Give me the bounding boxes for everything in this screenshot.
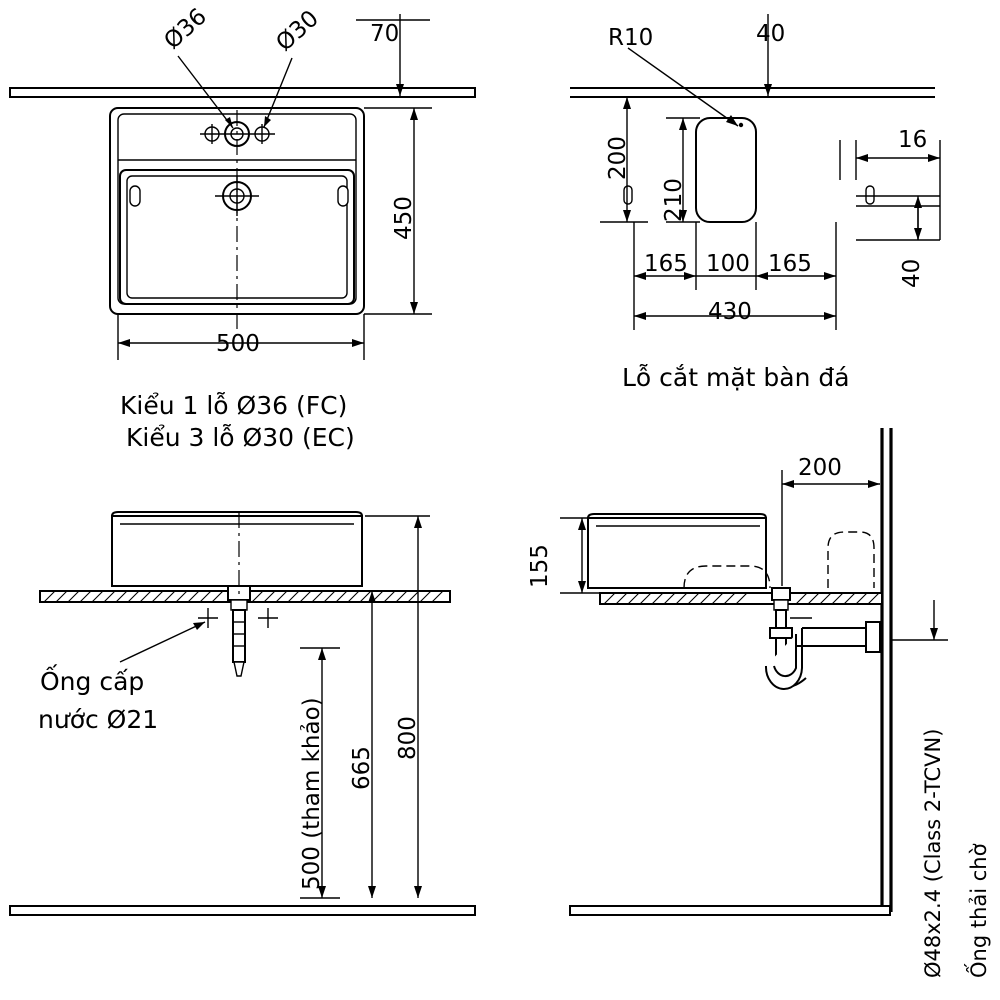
stone-cutout-caption: Lỗ cắt mặt bàn đá <box>622 363 850 392</box>
label-hole-30: Ø30 <box>271 5 324 57</box>
label-dim-430: 430 <box>708 299 752 325</box>
top-view-caption-line1: Kiểu 1 lỗ Ø36 (FC) <box>120 391 348 420</box>
label-drain-note: Ống thải chờ <box>967 843 991 978</box>
label-dim-155: 155 <box>527 544 553 588</box>
label-dim-500-ref: 500 (tham khảo) <box>299 697 325 890</box>
label-drain-spec: Ø48x2.4 (Class 2-TCVN) <box>921 728 945 978</box>
label-dim-165-right: 165 <box>768 251 812 277</box>
label-dim-40-right: 40 <box>899 258 925 288</box>
label-dim-16: 16 <box>898 127 928 153</box>
top-view-geometry <box>10 14 475 360</box>
label-dim-210: 210 <box>661 178 687 222</box>
label-supply-line1: Ống cấp <box>40 667 145 696</box>
label-supply-line2: nước Ø21 <box>38 705 159 734</box>
top-view-caption-line2: Kiểu 3 lỗ Ø30 (EC) <box>126 423 355 452</box>
label-dim-800: 800 <box>395 716 421 760</box>
label-dim-450: 450 <box>391 196 417 240</box>
label-dim-70: 70 <box>370 21 400 47</box>
label-hole-36: Ø36 <box>159 3 212 55</box>
label-dim-100: 100 <box>706 251 750 277</box>
label-r10: R10 <box>608 25 654 51</box>
side-section-geometry <box>560 428 948 915</box>
label-dim-665: 665 <box>349 746 375 790</box>
label-dim-40-top: 40 <box>756 21 786 47</box>
label-dim-200: 200 <box>605 136 631 180</box>
label-dim-200-side: 200 <box>798 455 842 481</box>
label-dim-500-top: 500 <box>216 331 260 357</box>
label-dim-165-left: 165 <box>644 251 688 277</box>
